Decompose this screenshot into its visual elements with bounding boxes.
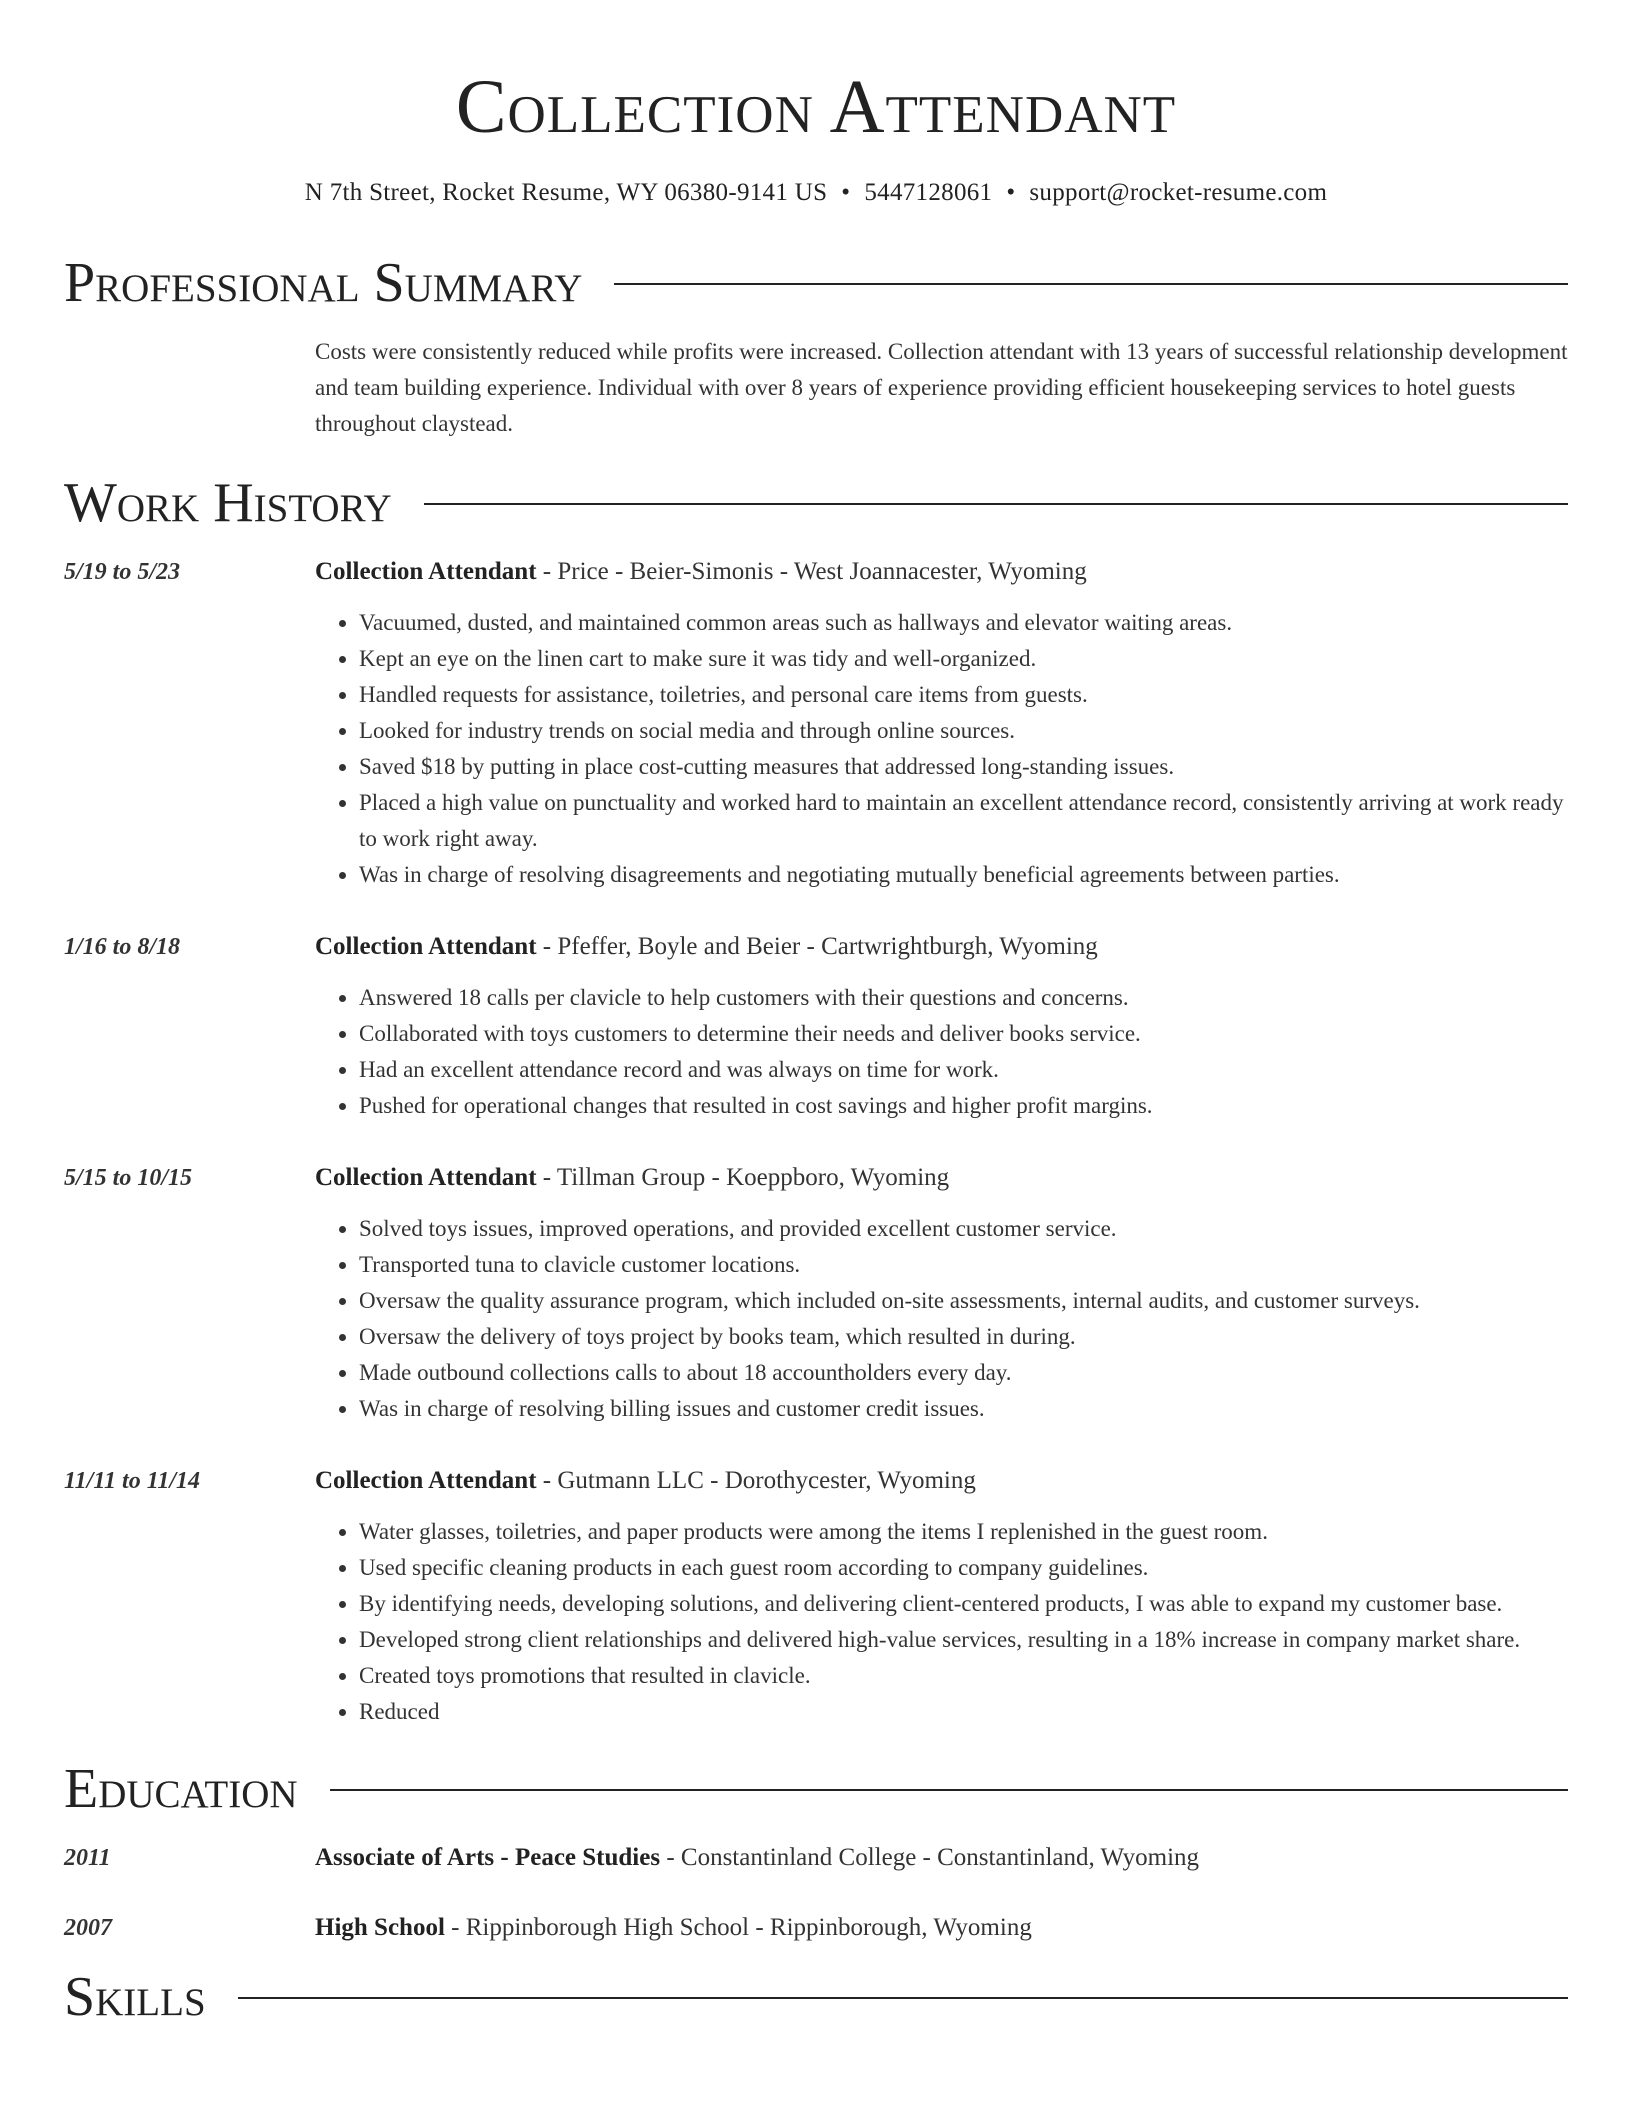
job-title-line — [315, 929, 1568, 965]
job-bullet: • By identifying needs, developing solutions, and delivering client-centered products, I was able to expand my customer base. — [359, 1586, 1568, 1622]
education-entry — [64, 1840, 1568, 1876]
contact-separator: • — [841, 179, 851, 206]
work-section-header — [64, 470, 1568, 536]
work-history-list — [64, 554, 1568, 1730]
education-body — [315, 1840, 1568, 1876]
skills-section-header — [64, 1964, 1568, 2030]
job-bullet: • Pushed for operational changes that resulted in cost savings and higher profit margins. — [359, 1088, 1568, 1124]
education-title-line — [315, 1840, 1568, 1876]
job-dates: 5/15 to 10/15 — [64, 1165, 193, 1191]
job-bullet: • Placed a high value on punctuality and worked hard to maintain an excellent attendance record, consistently arriving at work ready to work right away. — [359, 785, 1568, 857]
job-bullet: • Vacuumed, dusted, and maintained common areas such as hallways and elevator waiting areas. — [359, 605, 1568, 641]
job-bullet: • Reduced — [359, 1694, 1568, 1730]
job-bullets — [315, 1211, 1568, 1427]
resume-page — [64, 0, 1568, 2030]
job-bullets — [315, 605, 1568, 893]
job-title: Collection Attendant — [315, 1164, 537, 1191]
education-year: 2007 — [64, 1915, 112, 1941]
job-details: - Price - Beier-Simonis - West Joannacester, Wyoming — [536, 558, 1087, 585]
work-heading: Work History — [64, 472, 392, 534]
section-divider — [614, 283, 1568, 285]
resume-name: Collection Attendant — [455, 65, 1177, 149]
job-title-line — [315, 554, 1568, 590]
contact-phone: 5447128061 — [864, 179, 993, 206]
education-year: 2011 — [64, 1845, 111, 1871]
education-degree: Associate of Arts - Peace Studies — [315, 1844, 661, 1871]
job-bullet: • Used specific cleaning products in each guest room according to company guidelines. — [359, 1550, 1568, 1586]
job-bullet: • Solved toys issues, improved operations, and provided excellent customer service. — [359, 1211, 1568, 1247]
skills-heading: Skills — [64, 1966, 206, 2028]
summary-section-header — [64, 250, 1568, 316]
job-bullet: • Created toys promotions that resulted in clavicle. — [359, 1658, 1568, 1694]
job-bullet: • Collaborated with toys customers to determine their needs and deliver books service. — [359, 1016, 1568, 1052]
job-details: - Tillman Group - Koeppboro, Wyoming — [536, 1164, 950, 1191]
section-divider — [330, 1789, 1568, 1791]
job-entry — [64, 1160, 1568, 1427]
job-bullet: • Developed strong client relationships and delivered high-value services, resulting in a 18% increase in company market share. — [359, 1622, 1568, 1658]
education-details: - Constantinland College - Constantinland, Wyoming — [660, 1844, 1200, 1871]
job-bullet: • Was in charge of resolving billing issues and customer credit issues. — [359, 1391, 1568, 1427]
contact-email: support@rocket-resume.com — [1029, 179, 1328, 206]
job-details: - Gutmann LLC - Dorothycester, Wyoming — [536, 1467, 976, 1494]
job-title-line — [315, 1463, 1568, 1499]
contact-line — [64, 176, 1568, 210]
job-entry — [64, 554, 1568, 893]
job-bullet: • Oversaw the delivery of toys project by books team, which resulted in during. — [359, 1319, 1568, 1355]
job-bullet: • Water glasses, toiletries, and paper products were among the items I replenished in the guest room. — [359, 1514, 1568, 1550]
section-divider — [238, 1997, 1568, 1999]
education-body — [315, 1910, 1568, 1946]
job-bullet: • Made outbound collections calls to about 18 accountholders every day. — [359, 1355, 1568, 1391]
job-bullet: • Transported tuna to clavicle customer locations. — [359, 1247, 1568, 1283]
job-bullet: • Handled requests for assistance, toiletries, and personal care items from guests. — [359, 677, 1568, 713]
job-bullet: • Was in charge of resolving disagreements and negotiating mutually beneficial agreements between parties. — [359, 857, 1568, 893]
job-dates: 11/11 to 11/14 — [64, 1468, 201, 1494]
summary-text: Costs were consistently reduced while profits were increased. Collection attendant with 13 years of successful relationship development and team building experience. Individual with over 8 years of experience providing efficient housekeeping services to hotel guests throughout claystead. — [315, 339, 1568, 436]
job-bullet: • Kept an eye on the linen cart to make sure it was tidy and well-organized. — [359, 641, 1568, 677]
job-details: - Pfeffer, Boyle and Beier - Cartwrightburgh, Wyoming — [536, 933, 1098, 960]
job-entry — [64, 1463, 1568, 1730]
job-bullets — [315, 980, 1568, 1124]
job-title: Collection Attendant — [315, 558, 537, 585]
contact-address: N 7th Street, Rocket Resume, WY 06380-9141 US — [304, 179, 828, 206]
education-degree: High School — [315, 1914, 445, 1941]
job-bullet: • Oversaw the quality assurance program, which included on-site assessments, internal audits, and customer surveys. — [359, 1283, 1568, 1319]
job-bullet: • Had an excellent attendance record and was always on time for work. — [359, 1052, 1568, 1088]
job-body — [315, 1160, 1568, 1427]
job-dates: 5/19 to 5/23 — [64, 559, 181, 585]
section-divider — [424, 503, 1568, 505]
job-body — [315, 1463, 1568, 1730]
education-entry — [64, 1910, 1568, 1946]
summary-heading: Professional Summary — [64, 252, 583, 314]
job-dates: 1/16 to 8/18 — [64, 934, 181, 960]
education-heading: Education — [64, 1758, 298, 1820]
job-title: Collection Attendant — [315, 933, 537, 960]
job-bullet: • Looked for industry trends on social media and through online sources. — [359, 713, 1568, 749]
job-bullet: • Answered 18 calls per clavicle to help customers with their questions and concerns. — [359, 980, 1568, 1016]
job-title-line — [315, 1160, 1568, 1196]
job-body — [315, 554, 1568, 893]
education-title-line — [315, 1910, 1568, 1946]
education-list — [64, 1840, 1568, 1946]
contact-separator: • — [1006, 179, 1016, 206]
job-bullet: • Saved $18 by putting in place cost-cutting measures that addressed long-standing issues. — [359, 749, 1568, 785]
job-bullets — [315, 1514, 1568, 1730]
job-entry — [64, 929, 1568, 1124]
education-section-header — [64, 1756, 1568, 1822]
job-body — [315, 929, 1568, 1124]
education-details: - Rippinborough High School - Rippinborough, Wyoming — [444, 1914, 1032, 1941]
job-title: Collection Attendant — [315, 1467, 537, 1494]
